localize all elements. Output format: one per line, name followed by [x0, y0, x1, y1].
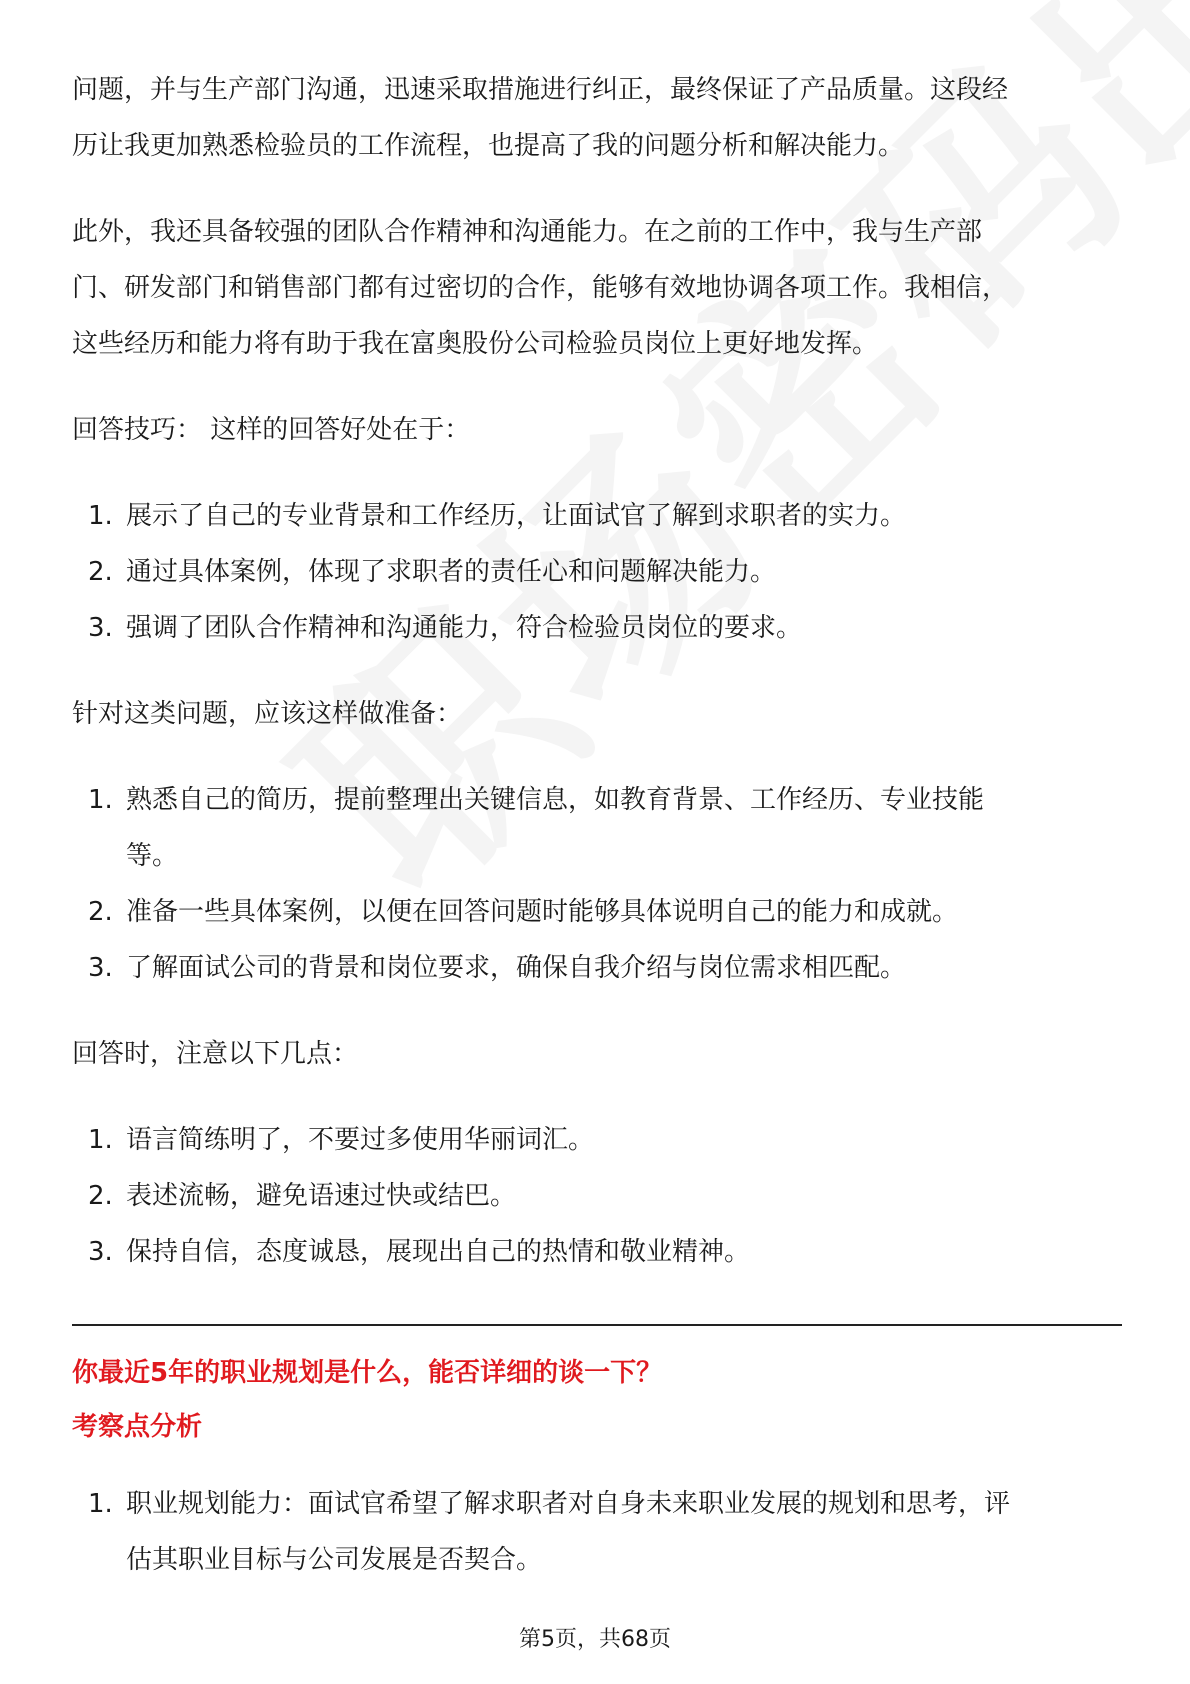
list-number: 2. — [88, 1181, 113, 1211]
list-number: 3. — [88, 613, 113, 643]
tips-list — [72, 488, 1122, 656]
prep-heading — [72, 686, 1122, 742]
paragraph-line: 门、研发部门和销售部门都有过密切的合作，能够有效地协调各项工作。我相信， — [72, 273, 1009, 303]
paragraph-line: 历让我更加熟悉检验员的工作流程，也提高了我的问题分析和解决能力。 — [72, 131, 905, 161]
list-text: 职业规划能力：面试官希望了解求职者对自身未来职业发展的规划和思考，评 — [126, 1489, 1011, 1519]
section-heading: 回答技巧： 这样的回答好处在于： — [72, 415, 471, 445]
document-body — [72, 62, 1122, 1588]
analysis-list — [72, 1476, 1122, 1588]
list-number: 2. — [88, 557, 113, 587]
list-item — [72, 1112, 1122, 1168]
list-item — [72, 600, 1122, 656]
list-text-continued: 等。 — [126, 841, 179, 871]
paragraph — [72, 62, 1122, 174]
list-item — [72, 544, 1122, 600]
list-number: 1. — [88, 1125, 113, 1155]
paragraph-line: 这些经历和能力将有助于我在富奥股份公司检验员岗位上更好地发挥。 — [72, 329, 879, 359]
list-text: 准备一些具体案例，以便在回答问题时能够具体说明自己的能力和成就。 — [126, 897, 959, 927]
list-text: 展示了自己的专业背景和工作经历，让面试官了解到求职者的实力。 — [126, 501, 907, 531]
question-title: 你最近5年的职业规划是什么，能否详细的谈一下？ — [72, 1358, 663, 1388]
analysis-heading: 考察点分析 — [72, 1412, 203, 1442]
list-item — [72, 772, 1122, 884]
list-text-continued: 估其职业目标与公司发展是否契合。 — [126, 1545, 543, 1575]
list-number: 1. — [88, 1489, 113, 1519]
list-number: 1. — [88, 501, 113, 531]
tips-heading — [72, 402, 1122, 458]
list-text: 表述流畅，避免语速过快或结巴。 — [126, 1181, 517, 1211]
section-heading: 回答时，注意以下几点： — [72, 1039, 359, 1069]
notes-list — [72, 1112, 1122, 1280]
list-text: 强调了团队合作精神和沟通能力，符合检验员岗位的要求。 — [126, 613, 803, 643]
notes-heading — [72, 1026, 1122, 1082]
paragraph — [72, 204, 1122, 372]
list-item — [72, 1476, 1122, 1588]
list-item — [72, 1168, 1122, 1224]
section-divider — [72, 1324, 1122, 1326]
list-number: 2. — [88, 897, 113, 927]
list-item — [72, 488, 1122, 544]
list-number: 3. — [88, 953, 113, 983]
list-item — [72, 884, 1122, 940]
list-text: 通过具体案例，体现了求职者的责任心和问题解决能力。 — [126, 557, 777, 587]
list-number: 3. — [88, 1237, 113, 1267]
paragraph-line: 问题，并与生产部门沟通，迅速采取措施进行纠正，最终保证了产品质量。这段经 — [72, 75, 1009, 105]
list-item — [72, 940, 1122, 996]
list-item — [72, 1224, 1122, 1280]
paragraph-line: 此外，我还具备较强的团队合作精神和沟通能力。在之前的工作中，我与生产部 — [72, 217, 983, 247]
section-heading: 针对这类问题，应该这样做准备： — [72, 699, 463, 729]
list-text: 了解面试公司的背景和岗位要求，确保自我介绍与岗位需求相匹配。 — [126, 953, 907, 983]
page-footer: 第5页，共68页 — [519, 1627, 671, 1652]
list-text: 语言简练明了，不要过多使用华丽词汇。 — [126, 1125, 595, 1155]
list-text: 熟悉自己的简历，提前整理出关键信息，如教育背景、工作经历、专业技能 — [126, 785, 985, 815]
prep-list — [72, 772, 1122, 996]
list-text: 保持自信，态度诚恳，展现出自己的热情和敬业精神。 — [126, 1237, 751, 1267]
list-number: 1. — [88, 785, 113, 815]
